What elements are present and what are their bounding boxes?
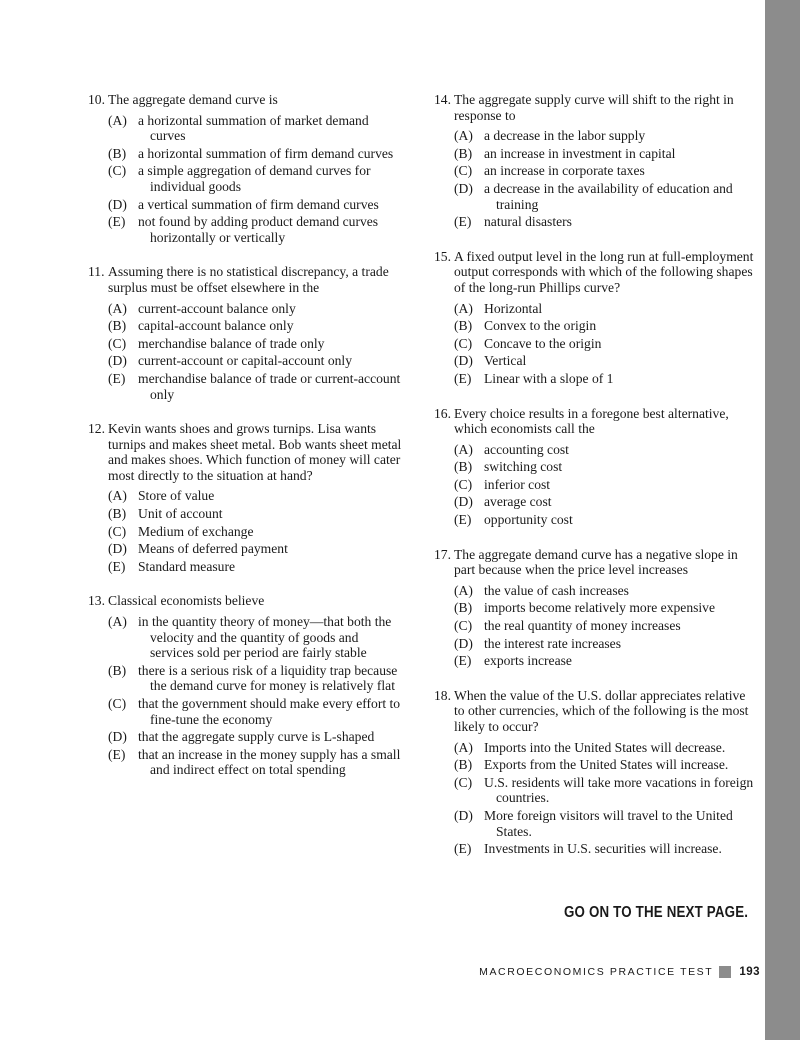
choice-letter: (E)	[108, 558, 126, 574]
choice-text: the real quantity of money increases	[484, 618, 681, 634]
choice-text: exports increase	[484, 653, 572, 669]
choice-text: Store of value	[138, 488, 215, 504]
page-number: 193	[739, 966, 760, 978]
answer-choice	[88, 336, 404, 352]
choice-letter: (C)	[454, 335, 473, 351]
question-item	[88, 92, 404, 245]
answer-choice	[88, 301, 404, 317]
answer-choice	[88, 614, 404, 661]
choice-text: current-account balance only	[138, 300, 296, 316]
choice-letter: (D)	[454, 494, 473, 510]
choice-letter: (B)	[454, 600, 473, 616]
question-stem	[88, 593, 404, 609]
choice-text: Concave to the origin	[484, 335, 602, 351]
choice-text: Linear with a slope of 1	[484, 370, 614, 386]
answer-choice	[434, 600, 754, 616]
question-stem	[434, 92, 754, 123]
question-stem	[88, 92, 404, 108]
page-footer	[479, 966, 760, 978]
question-stem	[88, 421, 404, 483]
choice-letter: (E)	[454, 512, 472, 528]
choice-letter: (C)	[108, 523, 127, 539]
answer-choices	[88, 488, 404, 574]
question-text: Kevin wants shoes and grows turnips. Lisa wants turnips and makes sheet metal. Bob wants sheet metal and makes shoes. Which function of money will cater most directly to the situation at hand?	[108, 421, 402, 483]
choice-text: Convex to the origin	[484, 318, 597, 334]
answer-choices	[88, 614, 404, 778]
answer-choice	[434, 353, 754, 369]
answer-choice	[88, 696, 404, 727]
choice-letter: (A)	[454, 300, 473, 316]
question-text: Every choice results in a foregone best alternative, which economists call the	[454, 405, 729, 437]
choice-text: a simple aggregation of demand curves for individual goods	[138, 163, 371, 194]
choice-letter: (D)	[454, 353, 473, 369]
choice-letter: (B)	[454, 459, 473, 475]
answer-choices	[434, 442, 754, 528]
answer-choice	[434, 757, 754, 773]
answer-choice	[88, 214, 404, 245]
choice-text: imports become relatively more expensive	[484, 600, 716, 616]
choice-text: not found by adding product demand curves horizontally or vertically	[138, 214, 379, 245]
choice-text: Investments in U.S. securities will increase.	[484, 841, 722, 857]
answer-choice	[434, 636, 754, 652]
question-stem	[434, 406, 754, 437]
answer-choice	[88, 197, 404, 213]
question-item	[434, 547, 754, 669]
choice-letter: (E)	[454, 370, 472, 386]
choice-text: average cost	[484, 494, 552, 510]
choice-text: opportunity cost	[484, 512, 573, 528]
choice-letter: (A)	[454, 441, 473, 457]
choice-letter: (C)	[108, 335, 127, 351]
choice-text: More foreign visitors will travel to the United States.	[484, 807, 733, 839]
question-number: 11.	[88, 264, 105, 280]
choice-letter: (A)	[454, 582, 473, 598]
answer-choice	[434, 371, 754, 387]
question-text: The aggregate supply curve will shift to the right in response to	[454, 92, 734, 123]
choice-letter: (A)	[454, 739, 473, 755]
answer-choice	[88, 353, 404, 369]
choice-text: Exports from the United States will increase.	[484, 757, 729, 773]
answer-choice	[88, 113, 404, 144]
page-edge-bar	[765, 0, 800, 1040]
choice-letter: (C)	[108, 696, 127, 711]
choice-letter: (B)	[454, 318, 473, 334]
choice-text: there is a serious risk of a liquidity trap because the demand curve for money is relatively flat	[138, 662, 398, 694]
question-number: 18.	[434, 687, 451, 703]
answer-choice	[434, 494, 754, 510]
question-number: 10.	[88, 92, 105, 107]
choice-letter: (E)	[108, 370, 126, 386]
answer-choice	[88, 729, 404, 745]
answer-choice	[434, 214, 754, 230]
answer-choice	[88, 488, 404, 504]
question-text: Classical economists believe	[108, 593, 265, 609]
choice-letter: (E)	[108, 746, 126, 762]
choice-letter: (D)	[108, 541, 127, 557]
choice-letter: (E)	[108, 214, 126, 230]
footer-title: MACROECONOMICS PRACTICE TEST	[479, 966, 714, 978]
choice-text: the interest rate increases	[484, 635, 621, 651]
answer-choice	[434, 146, 754, 162]
answer-choice	[434, 512, 754, 528]
question-stem	[434, 547, 754, 578]
choice-letter: (E)	[454, 214, 472, 230]
question-text: The aggregate demand curve has a negative slope in part because when the price level increases	[454, 546, 738, 578]
choice-letter: (C)	[454, 774, 473, 790]
choice-letter: (D)	[108, 729, 127, 745]
answer-choice	[434, 740, 754, 756]
question-number: 17.	[434, 546, 451, 562]
question-stem	[88, 264, 404, 295]
choice-text: current-account or capital-account only	[138, 353, 352, 369]
choice-letter: (D)	[454, 807, 473, 823]
choice-letter: (A)	[108, 614, 127, 630]
choice-letter: (B)	[108, 506, 127, 522]
answer-choice	[434, 618, 754, 634]
choice-text: that an increase in the money supply has a small and indirect effect on total spending	[138, 746, 401, 778]
answer-choice	[88, 163, 404, 194]
right-question-column	[434, 92, 754, 876]
answer-choice	[434, 808, 754, 839]
answer-choice	[88, 318, 404, 334]
choice-text: a decrease in the labor supply	[484, 128, 646, 144]
choice-text: in the quantity theory of money—that both the velocity and the quantity of goods and services sold per period are fairly stable	[138, 614, 392, 661]
choice-text: a horizontal summation of firm demand curves	[138, 145, 394, 161]
answer-choice	[88, 506, 404, 522]
choice-letter: (B)	[454, 757, 473, 773]
choice-letter: (E)	[454, 841, 472, 857]
choice-text: a horizontal summation of market demand curves	[138, 112, 369, 144]
footer-square-marker	[719, 966, 731, 978]
choice-text: inferior cost	[484, 476, 551, 492]
choice-letter: (A)	[108, 112, 127, 128]
choice-text: Horizontal	[484, 300, 543, 316]
choice-text: U.S. residents will take more vacations in foreign countries.	[484, 774, 754, 806]
question-item	[434, 249, 754, 387]
choice-letter: (D)	[108, 353, 127, 369]
answer-choice	[434, 181, 754, 212]
choice-text: Vertical	[484, 353, 527, 369]
answer-choice	[434, 336, 754, 352]
choice-text: Medium of exchange	[138, 523, 254, 539]
question-number: 15.	[434, 248, 451, 264]
choice-text: an increase in investment in capital	[484, 145, 676, 161]
answer-choice	[88, 371, 404, 402]
answer-choice	[434, 301, 754, 317]
answer-choice	[434, 477, 754, 493]
answer-choice	[434, 128, 754, 144]
choice-text: capital-account balance only	[138, 318, 294, 334]
question-text: The aggregate demand curve is	[108, 92, 278, 107]
question-number: 14.	[434, 92, 451, 107]
choice-text: natural disasters	[484, 214, 572, 230]
answer-choices	[88, 113, 404, 246]
choice-letter: (D)	[108, 196, 127, 212]
question-item	[434, 688, 754, 857]
left-question-column	[88, 92, 404, 797]
choice-letter: (C)	[454, 476, 473, 492]
answer-choice	[434, 163, 754, 179]
question-text: Assuming there is no statistical discrepancy, a trade surplus must be offset elsewhere in the	[108, 264, 389, 295]
choice-letter: (A)	[108, 300, 127, 316]
choice-text: merchandise balance of trade only	[138, 335, 325, 351]
answer-choice	[434, 442, 754, 458]
choice-text: merchandise balance of trade or current-account only	[138, 370, 401, 402]
answer-choice	[88, 524, 404, 540]
question-stem	[434, 688, 754, 735]
answer-choice	[88, 747, 404, 778]
choice-text: a decrease in the availability of education and training	[484, 180, 733, 212]
go-on-notice: GO ON TO THE NEXT PAGE.	[563, 904, 748, 921]
choice-letter: (E)	[454, 653, 472, 669]
choice-text: that the government should make every effort to fine-tune the economy	[138, 696, 401, 727]
choice-text: Standard measure	[138, 558, 236, 574]
choice-text: Unit of account	[138, 506, 223, 522]
answer-choice	[88, 663, 404, 694]
answer-choice	[88, 559, 404, 575]
question-stem	[434, 249, 754, 296]
question-item	[88, 593, 404, 778]
answer-choices	[434, 740, 754, 857]
answer-choice	[88, 541, 404, 557]
answer-choice	[88, 146, 404, 162]
answer-choices	[434, 128, 754, 230]
choice-text: Imports into the United States will decrease.	[484, 739, 726, 755]
choice-letter: (C)	[454, 163, 473, 179]
question-item	[88, 264, 404, 402]
choice-letter: (A)	[454, 128, 473, 144]
choice-letter: (B)	[108, 662, 127, 678]
choice-text: the value of cash increases	[484, 582, 629, 598]
choice-letter: (B)	[454, 145, 473, 161]
question-number: 12.	[88, 421, 105, 437]
choice-text: Means of deferred payment	[138, 541, 288, 557]
question-text: A fixed output level in the long run at full-employment output corresponds with which of the following shapes of the long-run Phillips curve?	[454, 248, 754, 295]
choice-text: a vertical summation of firm demand curves	[138, 196, 379, 212]
answer-choice	[434, 841, 754, 857]
answer-choice	[434, 318, 754, 334]
choice-text: accounting cost	[484, 441, 569, 457]
question-item	[434, 92, 754, 230]
choice-text: switching cost	[484, 459, 563, 475]
answer-choice	[434, 459, 754, 475]
question-number: 13.	[88, 593, 105, 609]
answer-choice	[434, 775, 754, 806]
question-number: 16.	[434, 405, 451, 421]
answer-choices	[88, 301, 404, 403]
question-item	[88, 421, 404, 574]
choice-letter: (B)	[108, 145, 127, 161]
choice-letter: (D)	[454, 635, 473, 651]
choice-letter: (B)	[108, 318, 127, 334]
answer-choice	[434, 583, 754, 599]
choice-text: that the aggregate supply curve is L-shaped	[138, 729, 375, 745]
choice-text: an increase in corporate taxes	[484, 163, 645, 179]
choice-letter: (C)	[108, 163, 127, 179]
question-text: When the value of the U.S. dollar appreciates relative to other currencies, which of the following is the most likely to occur?	[454, 687, 749, 734]
answer-choices	[434, 583, 754, 669]
question-item	[434, 406, 754, 528]
choice-letter: (A)	[108, 488, 127, 504]
choice-letter: (D)	[454, 180, 473, 196]
answer-choices	[434, 301, 754, 387]
choice-letter: (C)	[454, 618, 473, 634]
answer-choice	[434, 653, 754, 669]
